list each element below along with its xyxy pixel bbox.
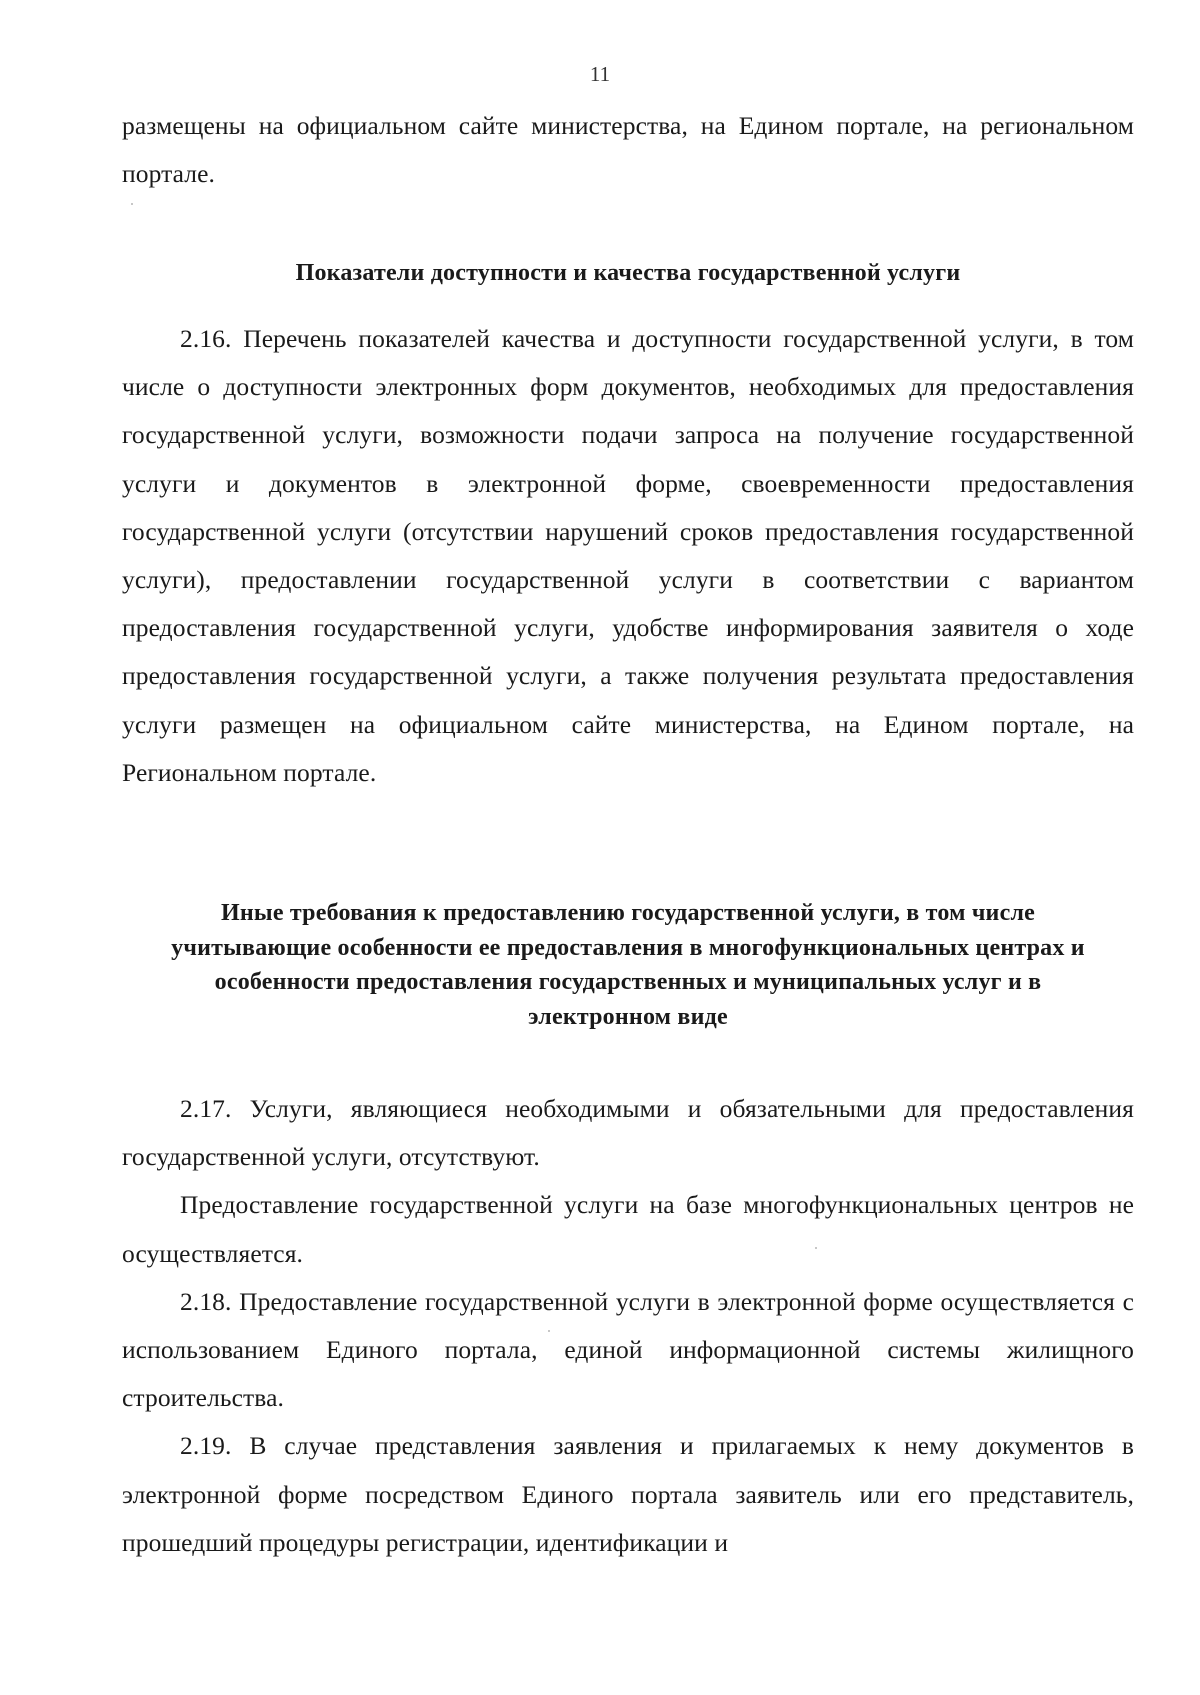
- intro-paragraph: размещены на официальном сайте министерства, на Едином портале, на региональном портале.: [122, 111, 1134, 189]
- page-number: 11: [589, 62, 611, 86]
- intro-paragraph-block: [122, 102, 1134, 198]
- scan-speck: [548, 1330, 550, 1332]
- paragraphs-block: [122, 1085, 1134, 1567]
- paragraph-2-16: 2.16. Перечень показателей качества и доступности государственной услуги, в том числе о доступности электронных форм документов, необходимых для предоставления государственной услуги, возможности подачи запроса на получение государственной услуги и документов в электронной форме, своевременности предоставления государственной услуги (отсутствии нарушений сроков предоставления государственной услуги), предоставлении государственной услуги в соответствии с вариантом предоставления государственной услуги, удобстве информирования заявителя о ходе предоставления государственной услуги, а также получения результата предоставления услуги размещен на официальном сайте министерства, на Едином портале, на Региональном портале.: [122, 324, 1134, 787]
- paragraph-2-17: 2.17. Услуги, являющиеся необходимыми и обязательными для предоставления государственной услуги, отсутствуют.: [122, 1094, 1134, 1172]
- paragraph-2-16-block: [122, 315, 1134, 797]
- section-heading-availability: Показатели доступности и качества государственной услуги: [295, 260, 961, 286]
- paragraph-2-18: 2.18. Предоставление государственной услуги в электронной форме осуществляется с использованием Единого портала, единой информационной системы жилищного строительства.: [122, 1286, 1134, 1413]
- paragraph-2-19: 2.19. В случае представления заявления и прилагаемых к нему документов в электронной форме посредством Единого портала заявитель или его представитель, прошедший процедуры регистрации, идентификации и: [122, 1431, 1134, 1557]
- paragraph-mfc: Предоставление государственной услуги на базе многофункциональных центров не осуществляется.: [122, 1190, 1134, 1268]
- section-heading-other-requirements: Иные требования к предоставлению государственной услуги, в том числе учитывающие особенности ее предоставления в многофункциональных центрах и особенности предоставления государственных и муниципальных услуг и в электронном виде: [171, 900, 1085, 1030]
- scan-speck: [815, 1247, 817, 1249]
- scan-speck: [131, 203, 133, 205]
